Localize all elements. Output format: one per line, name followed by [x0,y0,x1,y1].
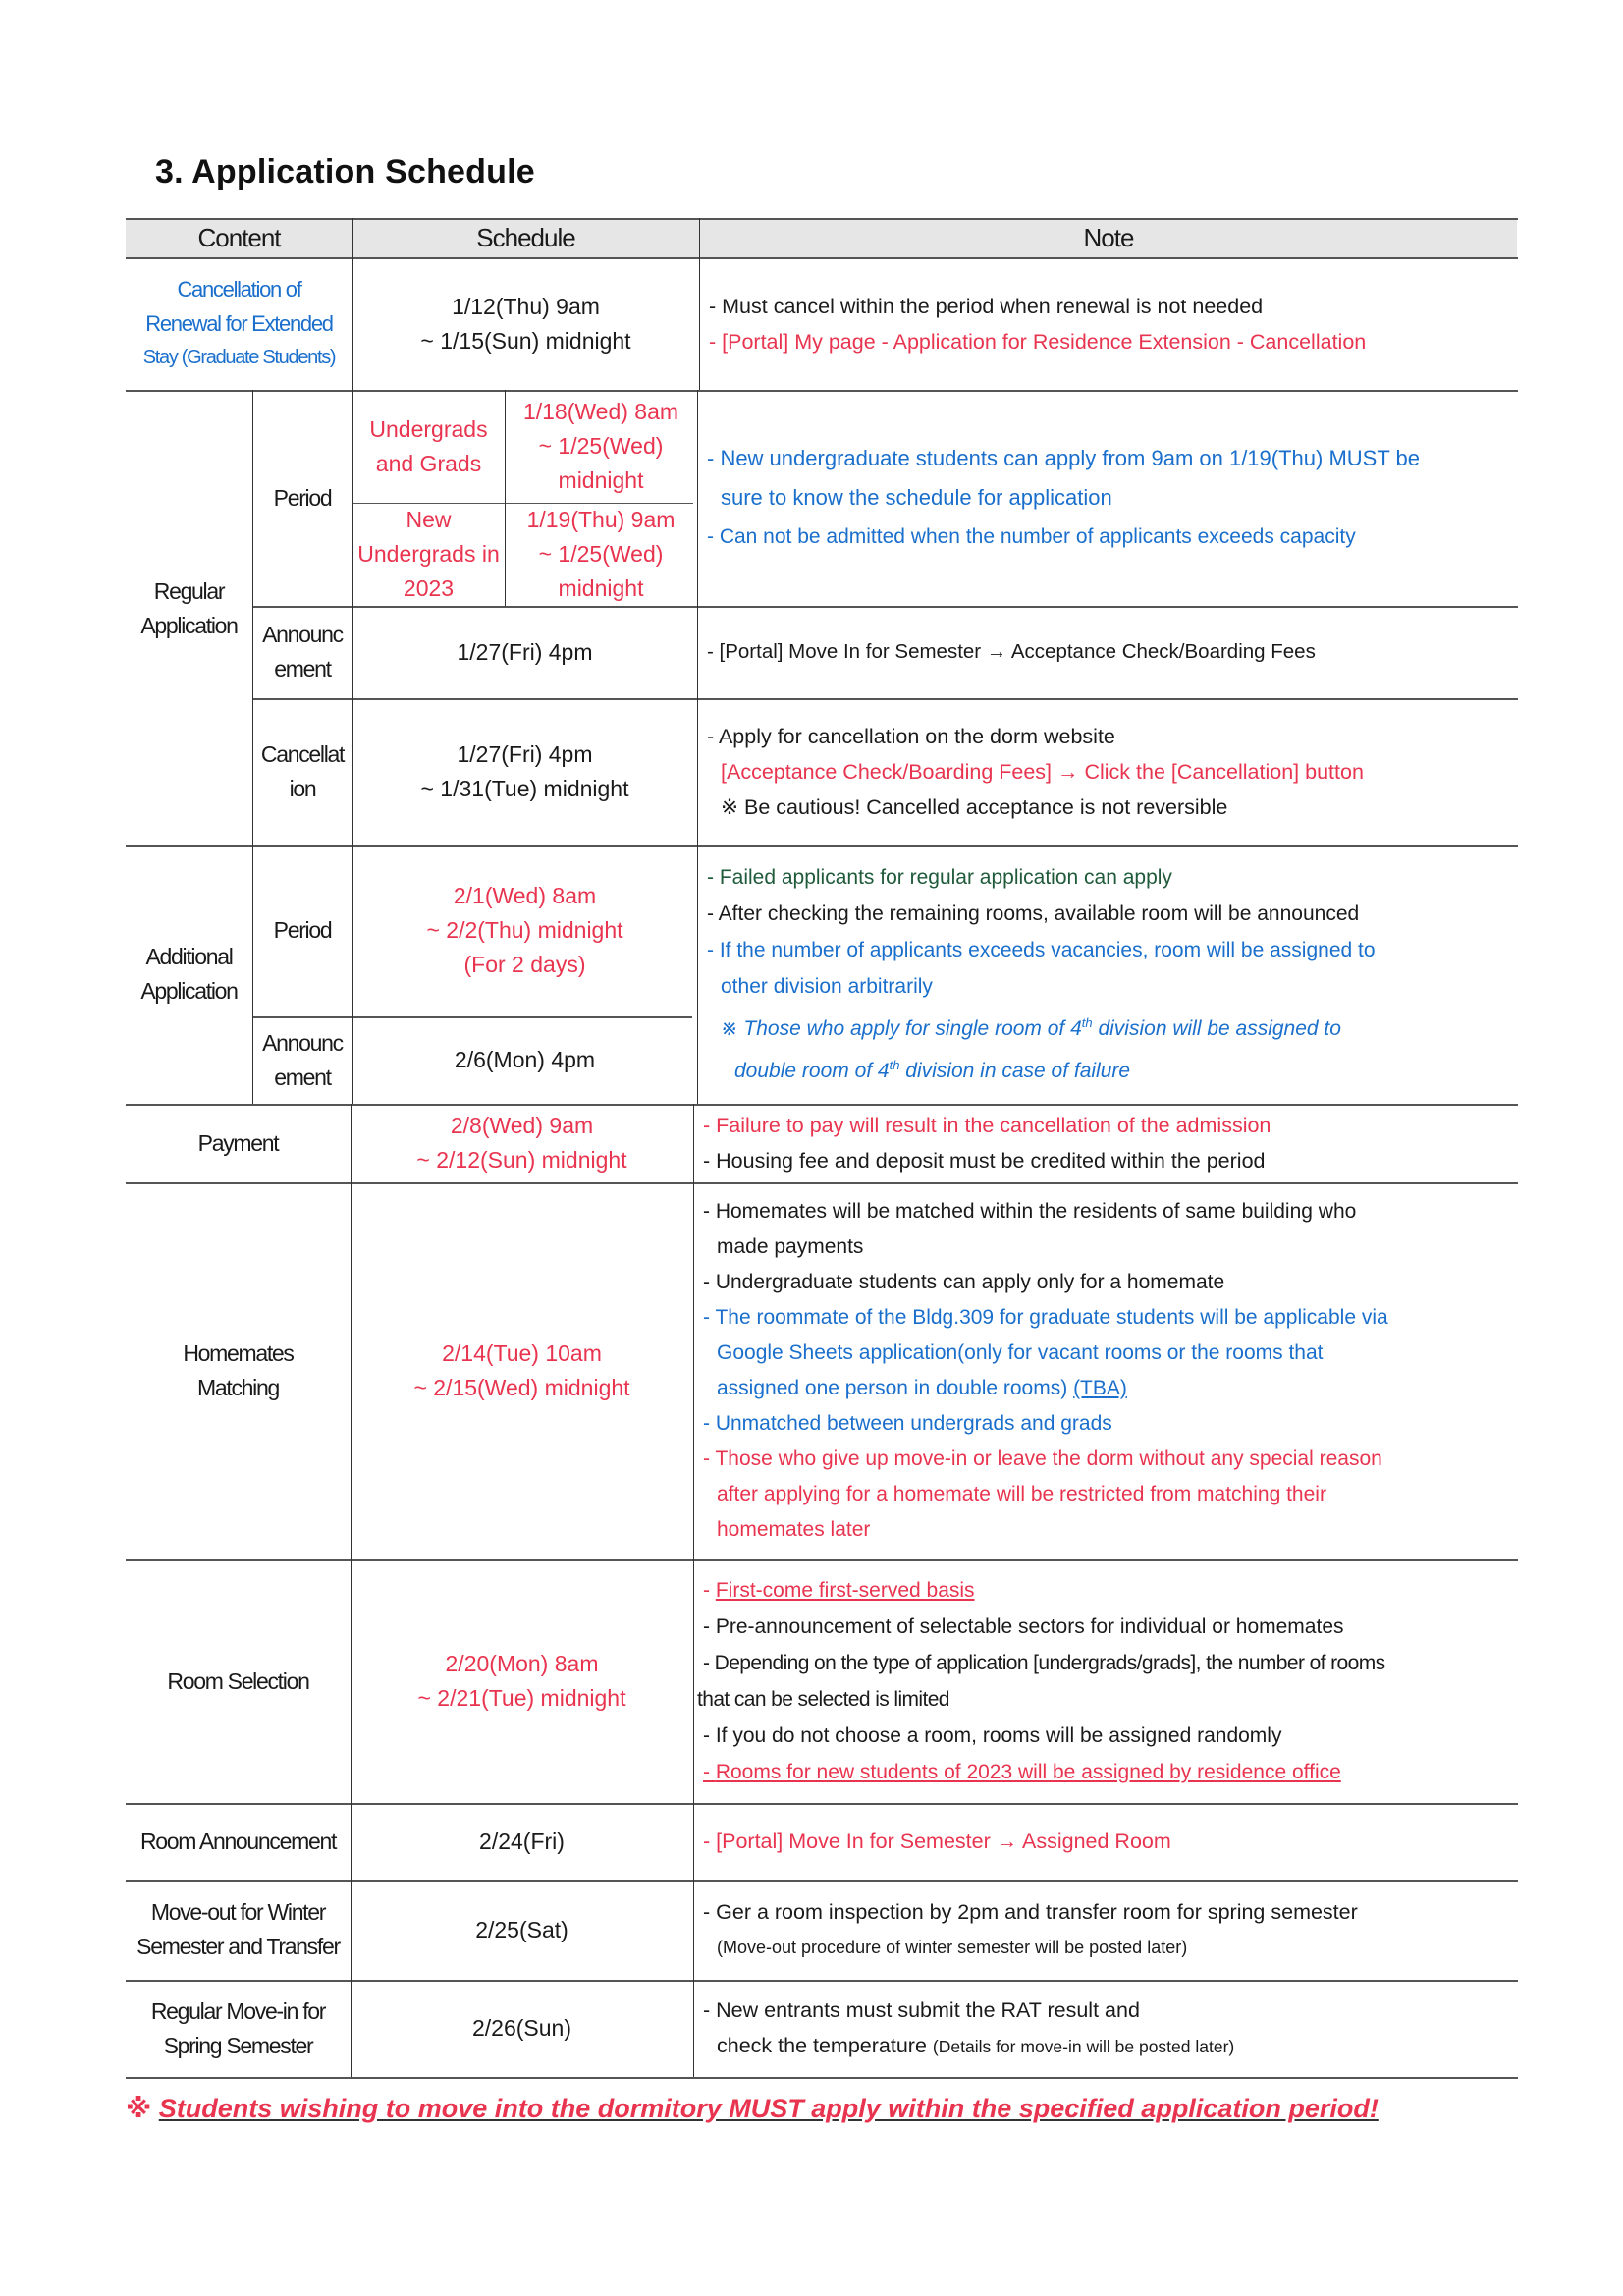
table-bottom-border [126,2077,1518,2079]
move-out-label: Move-out for Winter Semester and Transfer [136,1899,340,1959]
regular-period-notes: - New undergraduate students can apply from 9am on 1/19(Thu) MUST be sure to know the schedule for application - Can not be admitted when the number of applicants exceeds capacity [707,446,1420,548]
footer-warning: ※ Students wishing to move into the dormitory MUST apply within the specified application period! [126,2094,1379,2123]
header-content: Content [197,222,281,252]
period-group-when: 1/18(Wed) 8am ~ 1/25(Wed) midnight [522,399,679,493]
room-announcement-note: - [Portal] Move In for Semester → Assigned Room [703,1830,1171,1853]
additional-application-label: Additional Application [140,944,238,1004]
move-in-schedule: 2/26(Sun) [471,2015,571,2041]
regular-cancellation-notes: - Apply for cancellation on the dorm website [Acceptance Check/Boarding Fees] → Click the [Cancellation] button ※ Be cautious! Cancelled acceptance is not reversible [707,724,1364,819]
additional-announcement-schedule: 2/6(Mon) 4pm [454,1047,596,1072]
payment-label: Payment [197,1129,279,1156]
additional-period-schedule: 2/1(Wed) 8am ~ 2/2(Thu) midnight (For 2 days) [426,883,623,977]
room-selection-notes: - First-come first-served basis - Pre-announcement of selectable sectors for individual or homemates - Depending on the type of application [undergrads/grads], the number of rooms that can be selected is limited - If you do not choose a room, rooms will be assigned randomly - Rooms for new students of 2023 will be assigned by residence office [697,1579,1385,1783]
additional-period-label: Period [273,917,332,943]
payment-notes: - Failure to pay will result in the cancellation of the admission - Housing fee and deposit must be credited within the period [703,1114,1271,1173]
additional-note-double-room: double room of 4th division in case of failure [734,1058,1131,1082]
regular-period-label: Period [273,484,332,511]
move-out-notes: - Ger a room inspection by 2pm and transfer room for spring semester (Move-out procedure of winter semester will be posted later) [703,1900,1358,1957]
tba-link[interactable]: (TBA) [1073,1377,1127,1399]
page-title: 3. Application Schedule [155,153,535,191]
regular-announcement-schedule: 1/27(Fri) 4pm [457,638,593,665]
header-note: Note [1083,222,1134,252]
move-in-notes: - New entrants must submit the RAT result and check the temperature (Details for move-in will be posted later) [703,1998,1235,2057]
regular-application-label: Regular Application [140,578,238,638]
regular-announcement-label: Announc ement [262,622,343,682]
regular-announcement-note: - [Portal] Move In for Semester → Acceptance Check/Boarding Fees [707,640,1316,663]
header-schedule: Schedule [476,222,575,252]
additional-announcement-label: Announc ement [262,1029,343,1090]
room-selection-label: Room Selection [167,1667,309,1694]
regular-cancellation-label: Cancellat ion [260,740,345,801]
regular-cancellation-schedule: 1/27(Fri) 4pm ~ 1/31(Tue) midnight [420,740,629,801]
homemates-label: Homemates Matching [183,1340,294,1400]
homemates-notes: - Homemates will be matched within the residents of same building who made payments - Undergraduate students can apply only for a homemate - The roommate of the Bldg.309 for graduate students will be applicable via Google Sheets application(only for vacant rooms or the rooms that assigned one person in double rooms) (TBA) - Unmatched between undergrads and grads - Those who give up move-in or leave the dorm without any special reason after applying for a homemate will be restricted from matching their homemates later [703,1200,1388,1541]
period-group-who: New Undergrads in 2023 [357,507,500,601]
additional-note-single-room: ※ Those who apply for single room of 4th division will be assigned to [721,1015,1341,1040]
room-announcement-label: Room Announcement [139,1828,337,1854]
room-announcement-schedule: 2/24(Fri) [479,1828,565,1854]
payment-schedule: 2/8(Wed) 9am ~ 2/12(Sun) midnight [416,1113,627,1173]
reference-mark-icon: ※ [126,2094,159,2123]
additional-notes: - Failed applicants for regular application can apply - After checking the remaining rooms, available room will be announced - If the number of applicants exceeds vacancies, room will be assigned to other division arbitrarily ※ Those who apply for single room of 4th division will be assigned to double room of 4th division in case of failure [697,845,1518,1104]
period-group-who: Undergrads and Grads [369,415,488,476]
room-selection-schedule: 2/20(Mon) 8am ~ 2/21(Tue) midnight [417,1651,626,1711]
row-cancel-renewal-schedule: 1/12(Thu) 9am ~ 1/15(Sun) midnight [420,293,631,354]
row-cancel-renewal-notes: - Must cancel within the period when renewal is not needed - [Portal] My page - Application for Residence Extension - Cancellation [709,294,1367,354]
homemates-schedule: 2/14(Tue) 10am ~ 2/15(Wed) midnight [413,1340,630,1400]
row-cancel-renewal-content: Cancellation of Renewal for Extended Stay (Graduate Students) [142,277,336,368]
period-group-when: 1/19(Thu) 9am ~ 1/25(Wed) midnight [526,507,676,601]
move-out-schedule: 2/25(Sat) [475,1916,568,1942]
move-in-label: Regular Move-in for Spring Semester [150,1997,326,2058]
